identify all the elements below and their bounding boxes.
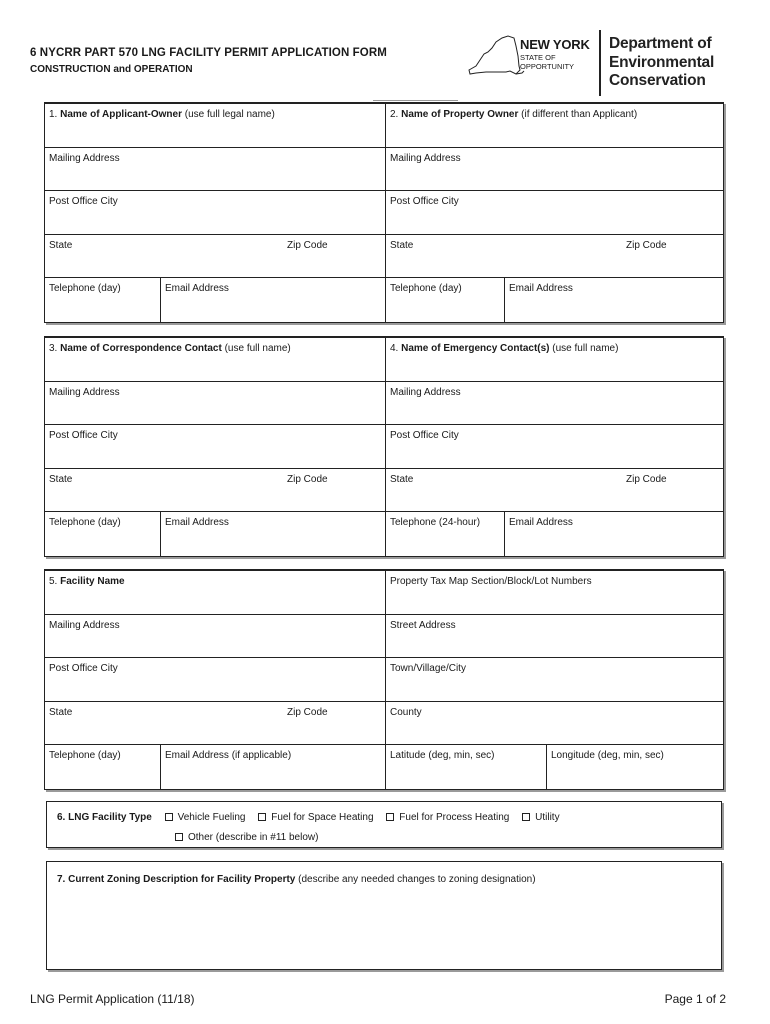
facility-town-field[interactable]: Town/Village/City	[385, 658, 723, 701]
facility-city-row	[45, 658, 723, 702]
checkbox-icon[interactable]	[175, 833, 183, 841]
property-owner-city-field[interactable]: Post Office City	[385, 191, 723, 234]
tax-map-field[interactable]: Property Tax Map Section/Block/Lot Numbers	[385, 571, 723, 614]
property-owner-name-field[interactable]: 2. Name of Property Owner (if different than Applicant)	[385, 104, 723, 147]
facility-phone-field[interactable]: Telephone (day)	[49, 750, 121, 762]
facility-mailing-address-field[interactable]: Mailing Address	[49, 619, 120, 631]
contacts-block	[44, 336, 724, 557]
mailing-row	[45, 148, 723, 192]
logo-divider	[599, 30, 601, 96]
checkbox-icon[interactable]	[258, 813, 266, 821]
facility-name-field[interactable]: 5. Facility Name	[49, 576, 125, 587]
logo-agency-line1: Department of	[609, 35, 712, 52]
footer-form-id: LNG Permit Application (11/18)	[30, 992, 195, 1006]
zip-label: Zip Code	[287, 706, 328, 718]
applicant-state-zip-field[interactable]	[45, 235, 385, 278]
property-owner-email-field[interactable]: Email Address	[504, 278, 723, 322]
correspondence-contact-name-field[interactable]: 3. Name of Correspondence Contact (use full name)	[49, 343, 291, 354]
form-title: 6 NYCRR PART 570 LNG FACILITY PERMIT APPLICATION FORM	[30, 47, 387, 59]
correspondence-phone-field[interactable]: Telephone (day)	[49, 517, 121, 529]
state-zip-row	[45, 235, 723, 279]
state-label: State	[49, 239, 73, 251]
latitude-field[interactable]: Latitude (deg, min, sec)	[385, 745, 546, 789]
checkbox-icon[interactable]	[522, 813, 530, 821]
logo-agency-line3: Conservation	[609, 72, 706, 89]
facility-type-line	[57, 812, 570, 823]
emergency-contact-name-field[interactable]: 4. Name of Emergency Contact(s) (use full name)	[385, 338, 723, 381]
logo-tagline	[520, 54, 590, 71]
city-row	[45, 425, 723, 469]
logo-tagline-line1: STATE OF	[520, 53, 556, 62]
applicant-city-field[interactable]: Post Office City	[49, 196, 118, 208]
facility-email-field[interactable]: Email Address (if applicable)	[160, 745, 385, 789]
city-row	[45, 191, 723, 235]
zip-label: Zip Code	[626, 473, 667, 485]
correspondence-mailing-address-field[interactable]: Mailing Address	[49, 386, 120, 398]
correspondence-email-field[interactable]: Email Address	[160, 512, 385, 556]
logo-state-name: NEW YORK	[520, 37, 590, 52]
correspondence-city-field[interactable]: Post Office City	[49, 430, 118, 442]
phone-email-row	[45, 512, 723, 556]
zip-label: Zip Code	[626, 239, 667, 251]
facility-name-row	[45, 571, 723, 615]
option-utility[interactable]: Utility	[522, 812, 559, 823]
facility-state-zip-field[interactable]	[45, 702, 385, 745]
applicant-mailing-address-field[interactable]: Mailing Address	[49, 152, 120, 164]
emergency-email-field[interactable]: Email Address	[504, 512, 723, 556]
logo-agency-name	[609, 35, 714, 91]
facility-street-address-field[interactable]: Street Address	[385, 615, 723, 658]
new-york-state-outline-icon	[466, 30, 526, 80]
logo-tagline-line2: OPPORTUNITY	[520, 61, 575, 71]
emergency-mailing-address-field[interactable]: Mailing Address	[385, 382, 723, 425]
emergency-city-field[interactable]: Post Office City	[385, 425, 723, 468]
checkbox-icon[interactable]	[386, 813, 394, 821]
applicant-phone-field[interactable]: Telephone (day)	[49, 283, 121, 295]
page-number: Page 1 of 2	[664, 992, 726, 1006]
checkbox-icon[interactable]	[165, 813, 173, 821]
longitude-field[interactable]: Longitude (deg, min, sec)	[546, 745, 723, 789]
correspondence-state-zip-field[interactable]	[45, 469, 385, 512]
emergency-state-zip-field[interactable]	[385, 469, 723, 512]
facility-county-field[interactable]: County	[385, 702, 723, 745]
zip-label: Zip Code	[287, 239, 328, 251]
state-label: State	[49, 473, 73, 485]
zoning-label: 7. Current Zoning Description for Facility Property (describe any needed changes to zoning designation)	[57, 874, 536, 885]
mailing-row	[45, 382, 723, 426]
facility-address-row	[45, 615, 723, 659]
applicant-owner-name-field[interactable]: 1. Name of Applicant-Owner (use full legal name)	[49, 109, 275, 120]
name-row	[45, 338, 723, 382]
state-label: State	[49, 706, 73, 718]
facility-phone-row	[45, 745, 723, 789]
nys-dec-logo	[466, 30, 736, 100]
option-vehicle-fueling[interactable]: Vehicle Fueling	[165, 812, 246, 823]
form-subtitle: CONSTRUCTION and OPERATION	[30, 64, 193, 75]
facility-type-section	[46, 801, 722, 848]
zoning-description-field[interactable]	[46, 861, 722, 970]
name-row	[45, 104, 723, 148]
state-label: State	[390, 473, 414, 485]
emergency-phone-field[interactable]: Telephone (24-hour)	[385, 512, 504, 556]
facility-type-label: 6. LNG Facility Type	[57, 812, 152, 823]
logo-agency-line2: Environmental	[609, 53, 715, 71]
property-owner-phone-field[interactable]: Telephone (day)	[385, 278, 504, 322]
facility-city-field[interactable]: Post Office City	[49, 663, 118, 675]
property-owner-mailing-address-field[interactable]: Mailing Address	[385, 148, 723, 191]
option-space-heating[interactable]: Fuel for Space Heating	[258, 812, 373, 823]
header-divider	[373, 100, 458, 101]
property-owner-state-zip-field[interactable]	[385, 235, 723, 278]
applicant-email-field[interactable]: Email Address	[160, 278, 385, 322]
zip-label: Zip Code	[287, 473, 328, 485]
option-other[interactable]: Other (describe in #11 below)	[175, 832, 318, 843]
option-process-heating[interactable]: Fuel for Process Heating	[386, 812, 509, 823]
phone-email-row	[45, 278, 723, 322]
facility-state-row	[45, 702, 723, 746]
state-zip-row	[45, 469, 723, 513]
facility-block	[44, 569, 724, 790]
state-label: State	[390, 239, 414, 251]
applicant-property-owner-block	[44, 102, 724, 323]
